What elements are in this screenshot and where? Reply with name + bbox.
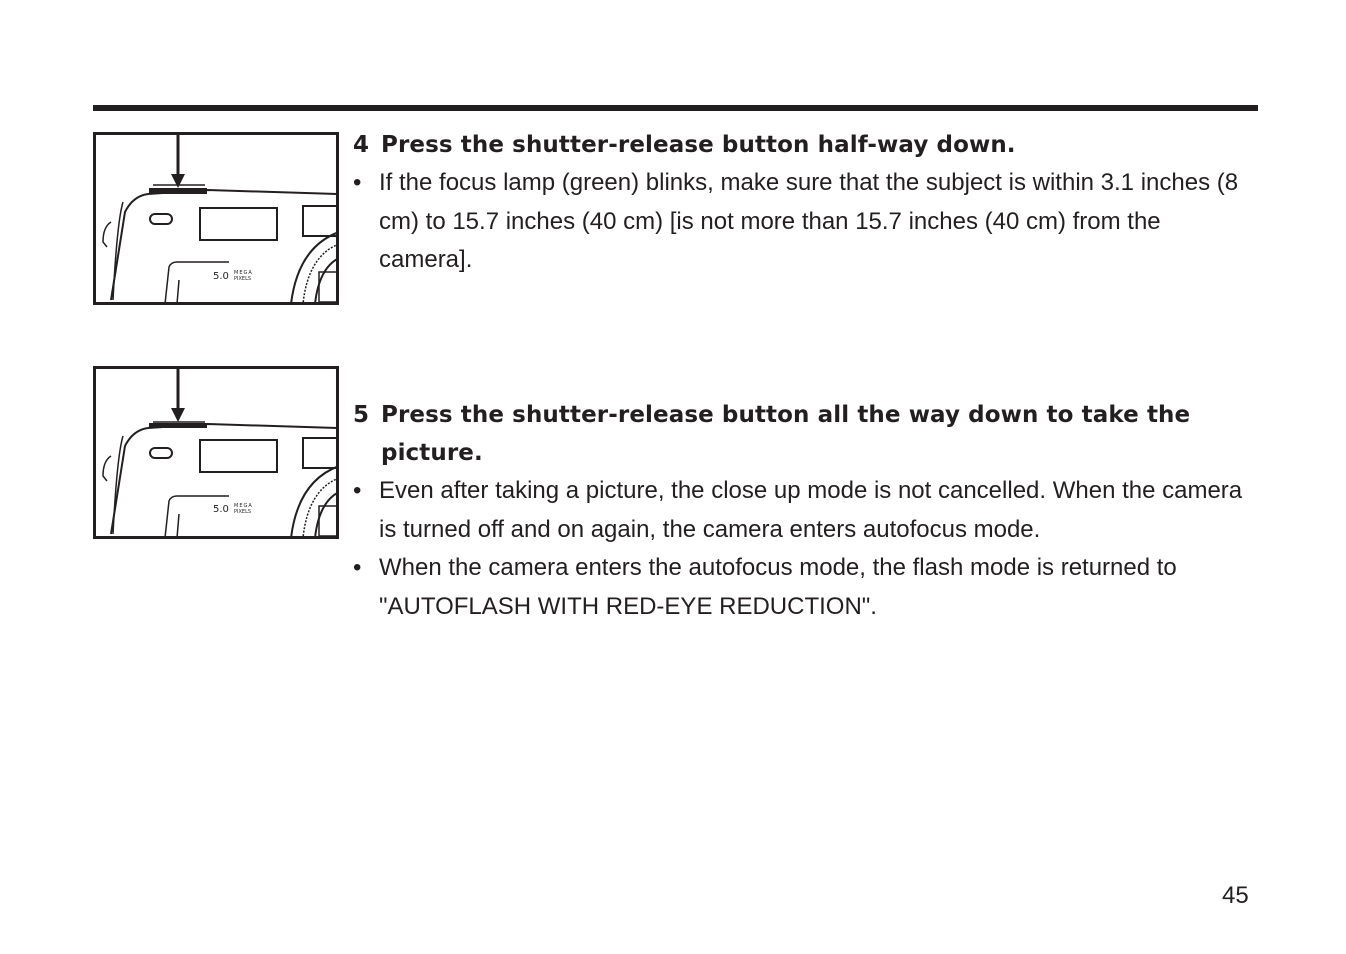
bullet-item: [353, 472, 1253, 549]
camera-illustration-step-4: [93, 132, 339, 305]
bullet-item: [353, 549, 1253, 626]
step-heading: [353, 396, 1253, 472]
camera-label-resolution: 5.0: [213, 271, 229, 282]
top-rule: [93, 105, 1258, 111]
bullet-dot-icon: •: [353, 169, 362, 196]
step-heading-text: Press the shutter-release button all the way down to take the picture.: [381, 402, 1191, 466]
camera-label-mega: MEGA: [234, 270, 253, 276]
step-5: [353, 396, 1253, 626]
camera-shutter-half-press-icon: [93, 132, 339, 305]
camera-shutter-full-press-icon: [93, 366, 339, 539]
camera-label-pixels: PIXELS: [234, 276, 252, 282]
bullet-dot-icon: •: [353, 477, 362, 504]
camera-label-mega: MEGA: [234, 503, 253, 509]
bullet-item: [353, 164, 1253, 280]
step-4: [353, 126, 1253, 280]
page-number: 45: [1222, 882, 1249, 909]
step-bullet-list: [353, 472, 1253, 626]
step-number: 5: [353, 402, 370, 428]
step-bullet-list: [353, 164, 1253, 280]
step-number: 4: [353, 132, 370, 158]
bullet-dot-icon: •: [353, 554, 362, 581]
step-heading: [353, 126, 1253, 164]
camera-label-pixels: PIXELS: [234, 509, 252, 515]
camera-illustration-step-5: [93, 366, 339, 539]
bullet-text: When the camera enters the autofocus mode, the flash mode is returned to "AUTOFLASH WITH RED-EYE REDUCTION".: [379, 554, 1177, 620]
step-heading-text: Press the shutter-release button half-way down.: [381, 132, 1016, 158]
camera-label-resolution: 5.0: [213, 504, 229, 515]
bullet-text: If the focus lamp (green) blinks, make sure that the subject is within 3.1 inches (8 cm) to 15.7 inches (40 cm) [is not more than 15.7 inches (40 cm) from the camera].: [379, 169, 1239, 273]
bullet-text: Even after taking a picture, the close up mode is not cancelled. When the camera is turned off and on again, the camera enters autofocus mode.: [379, 477, 1243, 543]
